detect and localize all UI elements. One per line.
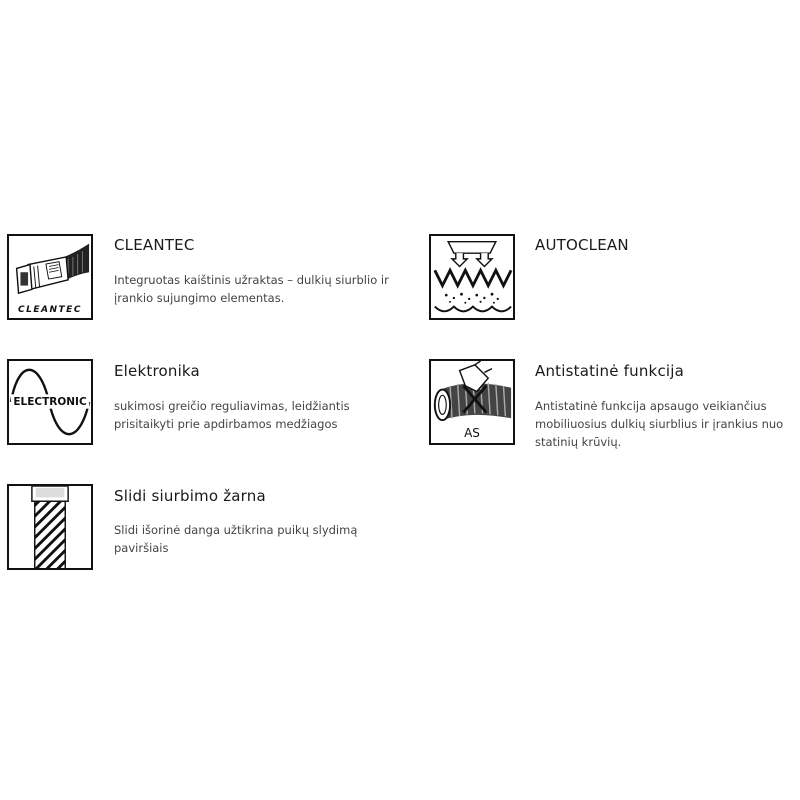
antistatic-hose-icon [429, 359, 515, 445]
icon-label-as: AS [464, 426, 480, 440]
icon-label-cleantec: CLEANTEC [18, 305, 82, 315]
feature-title: AUTOCLEAN [535, 236, 629, 254]
slippery-hose-icon [7, 484, 93, 570]
feature-description: Slidi išorinė danga užtikrina puikų slydimą paviršiais [114, 523, 358, 555]
icon-label-electronic: ELECTRONIC [13, 396, 87, 408]
cleantec-connector-icon [7, 234, 93, 320]
autoclean-filter-icon [429, 234, 515, 320]
feature-title: CLEANTEC [114, 236, 195, 254]
electronic-sine-wave-icon [7, 359, 93, 445]
feature-description: sukimosi greičio reguliavimas, leidžiantis prisitaikyti prie apdirbamos medžiagos [114, 399, 350, 431]
feature-description: Antistatinė funkcija apsaugo veikiančius mobiliuosius dulkių siurblius ir įrankius nuo statinių krūvių. [535, 399, 784, 449]
feature-title: Slidi siurbimo žarna [114, 487, 266, 505]
feature-title: Elektronika [114, 362, 200, 380]
feature-description: Integruotas kaištinis užraktas – dulkių siurblio ir įrankio sujungimo elementas. [114, 273, 389, 305]
feature-title: Antistatinė funkcija [535, 362, 685, 380]
